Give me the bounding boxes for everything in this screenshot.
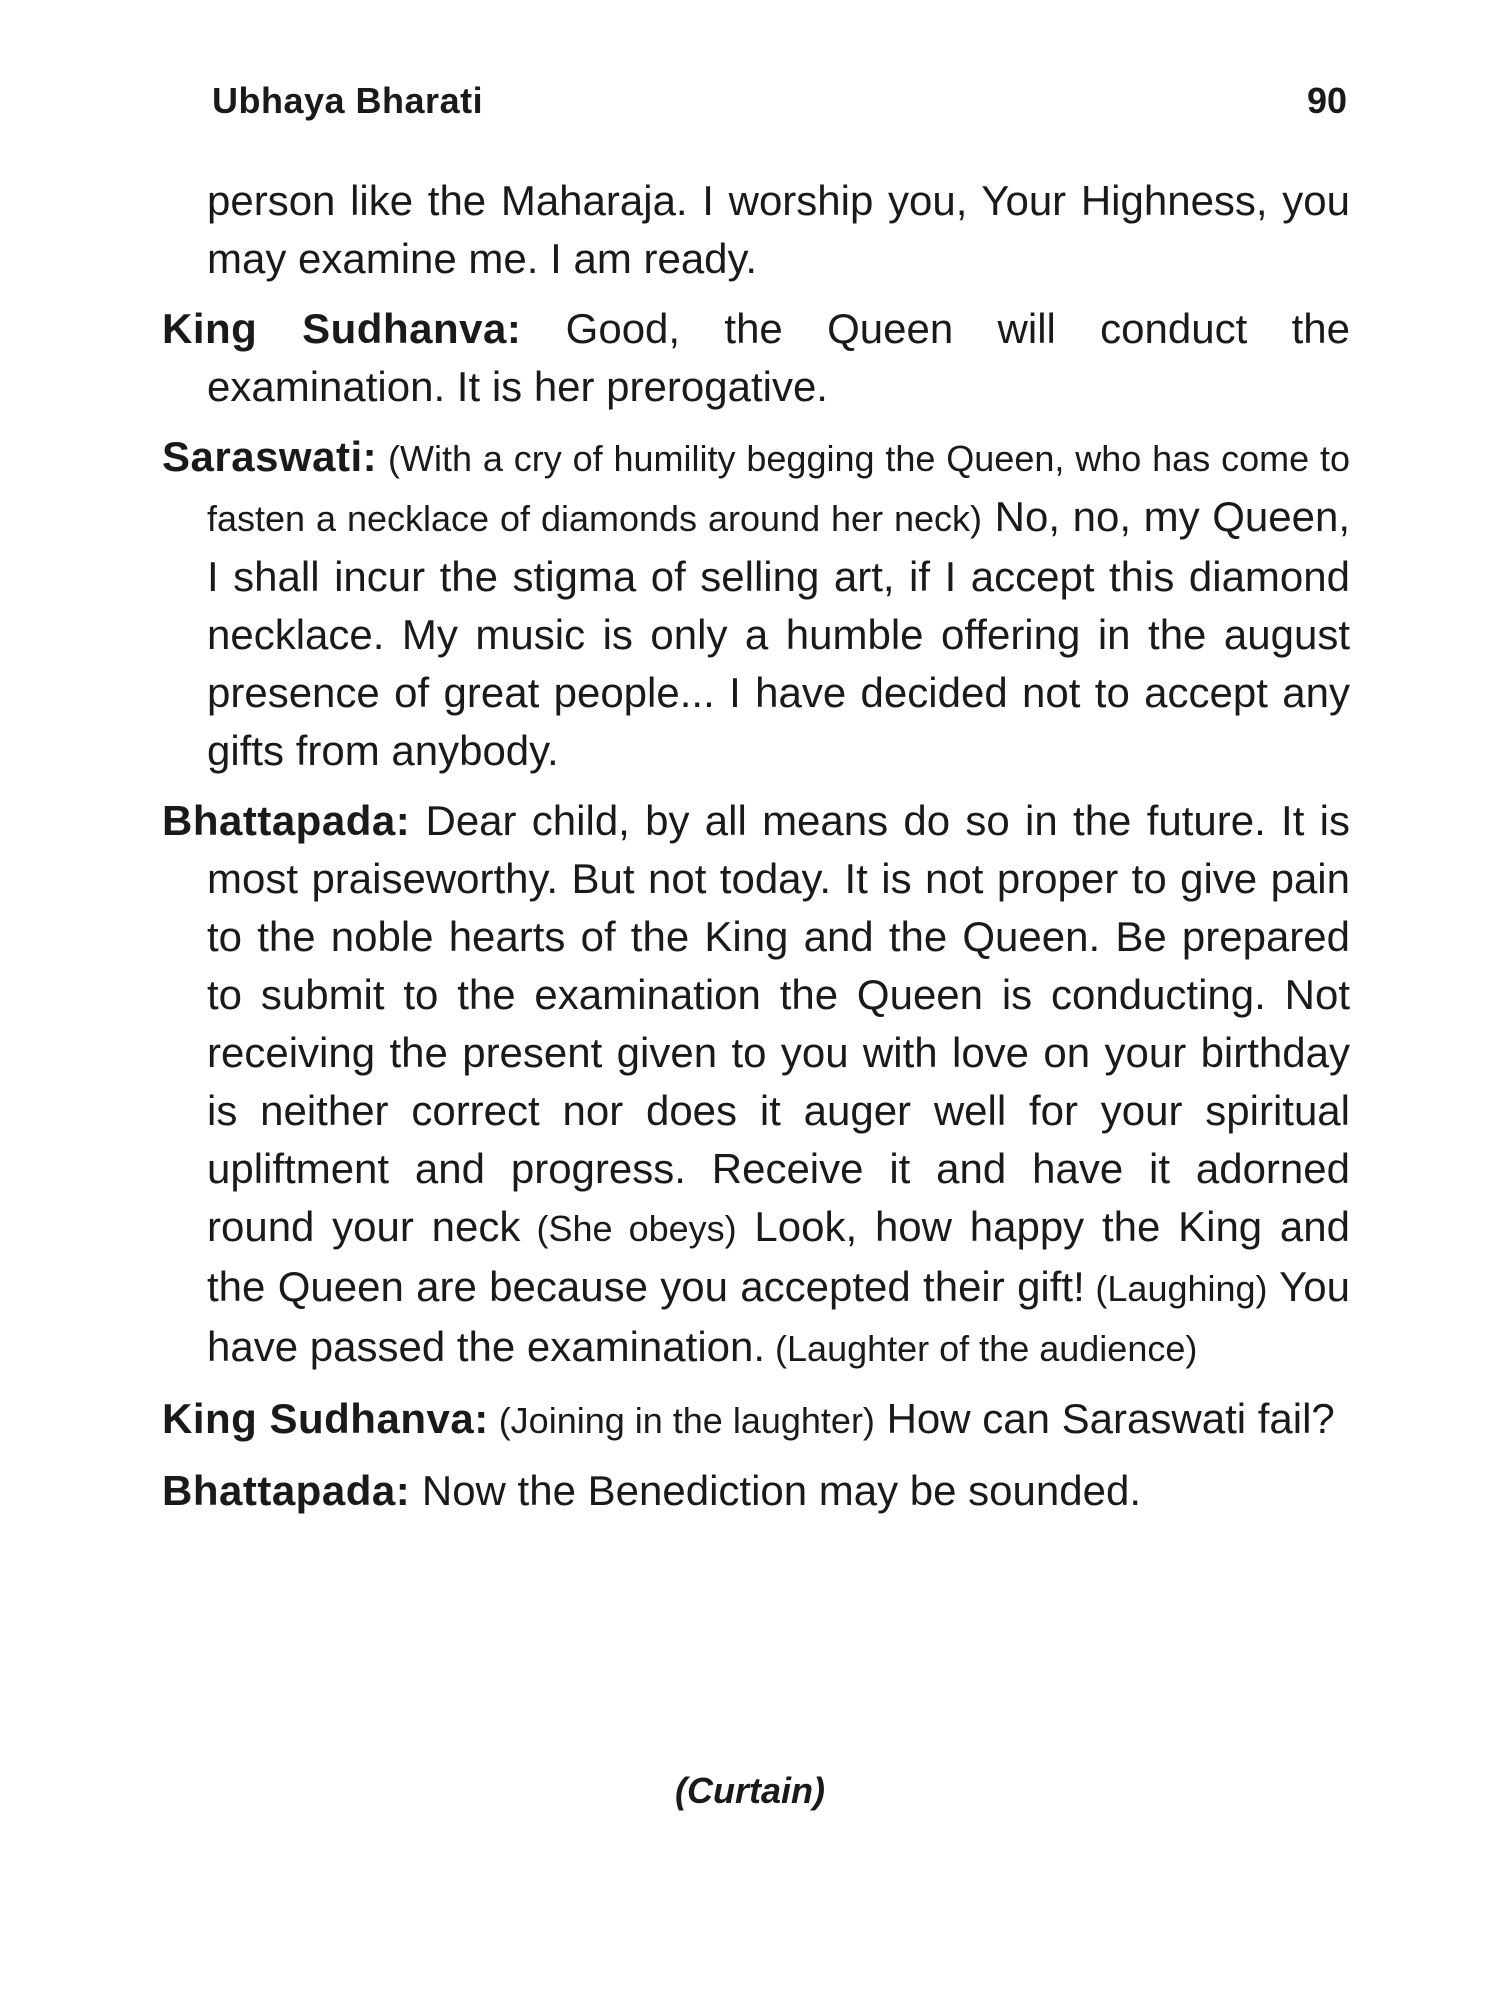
continued-paragraph (162, 172, 1350, 288)
page-body (162, 172, 1350, 1532)
speaker-name: King Sudhanva: (162, 305, 522, 352)
curtain-direction: (Curtain) (675, 1770, 825, 1811)
speech-saraswati (162, 428, 1350, 780)
speech-bhattapada-2 (162, 1462, 1350, 1520)
speech-text: Dear child, by all means do so in the future. It is most praiseworthy. But not today. It is not proper to give pain to the noble hearts of the King and the Queen. Be prepared to submit to the examination the Queen is conducting. Not receiving the present given to you with love on your birthday is neither correct nor does it auger well for your spiritual upliftment and progress. Receive it and have it adorned round your neck (207, 797, 1350, 1250)
speech-text: Look, how happy the King and the Queen are because you accepted their gift! (207, 1203, 1350, 1310)
running-title: Ubhaya Bharati (212, 80, 484, 121)
speaker-name: King Sudhanva: (162, 1395, 489, 1442)
speech-text: How can Saraswati fail? (874, 1395, 1335, 1442)
speaker-name: Saraswati: (162, 433, 378, 480)
page-header (212, 80, 1347, 130)
stage-direction: (Laughing) (1084, 1268, 1268, 1309)
speaker-name: Bhattapada: (162, 797, 411, 844)
speech-bhattapada-1 (162, 792, 1350, 1378)
speech-king-sudhanva-1 (162, 300, 1350, 416)
stage-direction: (Laughter of the audience) (765, 1328, 1198, 1369)
speech-text: No, no, my Queen, I shall incur the stigma of selling art, if I accept this diamond necklace. My music is only a humble offering in the august presence of great people... I have decided not to accept any gifts from anybody. (207, 493, 1350, 774)
stage-direction: (With a cry of humility begging the Queen, who has come to fasten a necklace of diamonds around her neck) (207, 438, 1350, 539)
speech-king-sudhanva-2 (162, 1390, 1350, 1450)
speaker-name: Bhattapada: (162, 1467, 411, 1514)
stage-direction: (She obeys) (520, 1208, 737, 1249)
speech-text: Good, the Queen will conduct the examination. It is her prerogative. (207, 305, 1350, 410)
speech-text: Now the Benediction may be sounded. (410, 1467, 1141, 1514)
speech-text: You have passed the examination. (207, 1263, 1350, 1370)
paragraph-text: person like the Maharaja. I worship you, Your Highness, you may examine me. I am ready. (207, 177, 1350, 282)
stage-direction: (Joining in the laughter) (488, 1400, 875, 1441)
page-number: 90 (1306, 80, 1347, 121)
